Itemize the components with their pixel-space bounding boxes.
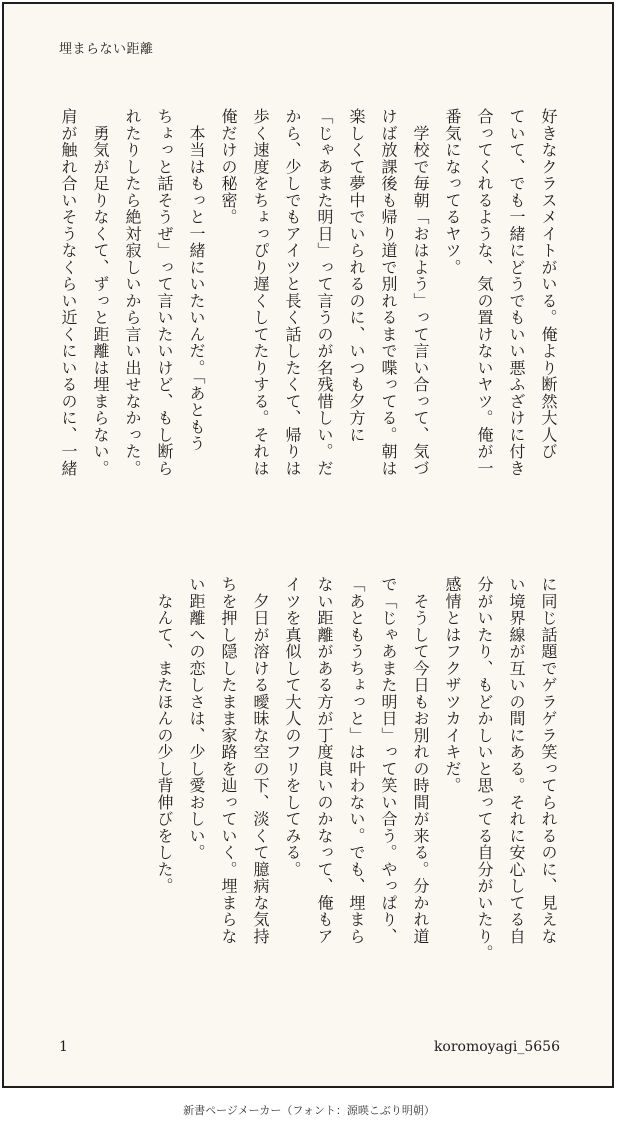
text-line: から、少しでもアイツと長く話したくて、帰りは — [283, 108, 302, 477]
text-line: い境界線が互いの間にある。それに安心してる自 — [507, 576, 526, 945]
author-name: koromoyagi_5656 — [433, 1039, 560, 1055]
book-page — [2, 2, 614, 1088]
text-line: れたりしたら絶対寂しいから言い出せなかった。 — [123, 108, 142, 477]
text-line: 合ってくれるような、気の置けないヤツ。俺が一 — [475, 108, 494, 477]
text-line: ていて、でも一緒にどうでもいい悪ふざけに付き — [507, 108, 526, 477]
text-line: に同じ話題でゲラゲラ笑ってられるのに、見えな — [539, 576, 558, 945]
text-line: 感情とはフクザツカイキだ。 — [443, 576, 462, 794]
text-line: 「じゃあまた明日」って言うのが名残惜しい。だ — [315, 108, 334, 477]
text-line: けば放課後も帰り道で別れるまで喋ってる。朝は — [379, 108, 398, 477]
text-line: 夕日が溶ける曖昧な空の下、淡くて臆病な気持 — [251, 576, 270, 945]
text-line: 俺だけの秘密。 — [219, 108, 238, 226]
page-title: 埋まらない距離 — [59, 42, 154, 57]
text-line: 勇気が足りなくて、ずっと距離は埋まらない。 — [91, 108, 110, 477]
text-line: 番気になってるヤツ。 — [443, 108, 462, 276]
text-line: そうして今日もお別れの時間が来る。分かれ道 — [411, 576, 430, 945]
text-line: い距離への恋しさは、少し愛おしい。 — [187, 576, 206, 861]
text-line: 歩く速度をちょっぴり遅くしてたりする。それは — [251, 108, 270, 477]
text-block-bottom — [148, 576, 564, 1006]
text-line: 好きなクラスメイトがいる。俺より断然大人び — [539, 108, 558, 460]
text-line: イツを真似して大人のフリをしてみる。 — [283, 576, 302, 878]
text-line: 「あともうちょっと」は叶わない。でも、埋まら — [347, 576, 366, 945]
text-block-top — [52, 108, 564, 538]
text-line: ちょっと話そうぜ」って言いたいけど、もし断ら — [155, 108, 174, 477]
text-line: 楽しくて夢中でいられるのに、いつも夕方に — [347, 108, 366, 443]
text-line: ちを押し隠したまま家路を辿っていく。埋まらな — [219, 576, 238, 945]
text-line: 学校で毎朝「おはよう」って言い合って、気づ — [411, 108, 430, 477]
text-line: なんて、またほんの少し背伸びをした。 — [155, 576, 174, 895]
text-line: で「じゃあまた明日」って笑い合う。やっぱり、 — [379, 576, 398, 945]
text-line: 分がいたり、もどかしいと思ってる自分がいたり。 — [475, 576, 494, 962]
text-line: 肩が触れ合いそうなくらい近くにいるのに、一緒 — [59, 108, 78, 477]
text-line: ない距離がある方が丁度良いのかなって、俺もア — [315, 576, 334, 945]
generator-credit: 新書ページメーカー（フォント：源暎こぶり明朝） — [183, 1104, 435, 1117]
text-line: 本当はもっと一緒にいたいんだ。「あともう — [187, 108, 206, 452]
page-number: 1 — [59, 1039, 68, 1055]
